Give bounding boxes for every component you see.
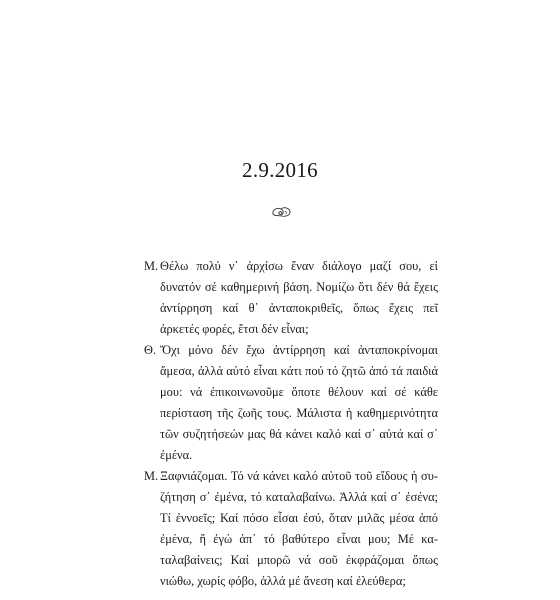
dialogue-entry [144, 256, 438, 340]
speech-text: Θέλω πολύ ν᾽ ἀρχίσω ἕναν διάλογο μαζί σου, εἰ δυνατόν σέ καθημερινή βάση. Νομίζω ὅτι δέν θά ἔχεις ἀντίρρηση καί θ᾽ ἀνταποκριθεῖς, ὅπως ἔχεις πεῖ ἀρκετές φορές, ἔτσι δέν εἶναι; [160, 259, 438, 336]
dialogue-entry [144, 340, 438, 466]
speech-text: Ξαφνιάζομαι. Τό νά κάνει καλό αὐτοῦ τοῦ εἴδους ἡ συζήτηση σ᾽ ἐμένα, τό καταλαβαίνω. Ἀλλά καί σ᾽ ἐσένα; Τί ἐννοεῖς; Καί πόσο εἶσαι ἐσύ, ὅταν μιλᾶς μέσα ἀπό ἐμένα, ἤ ἐγώ ἀπ᾽ τό βαθύτερο εἶναι μου; Μέ καταλαβαίνεις; Καί μπορῶ νά σοῦ ἐκφράζομαι ὅπως νιώθω, χωρίς φόβο, ἀλλά μέ ἄνεση καί ἐλεύθερα; [160, 469, 438, 588]
fleuron-ornament-icon [270, 205, 292, 219]
speaker-label: Θ. [144, 343, 157, 357]
dialogue-body [144, 256, 438, 592]
dialogue-entry [144, 466, 438, 592]
chapter-date-heading: 2.9.2016 [242, 158, 318, 182]
speech-text: Ὄχι μόνο δέν ἔχω ἀντίρρηση καί ἀνταποκρίνομαι ἄμεσα, ἀλλά αὐτό εἶναι κάτι πού τό ζητῶ ἀπό τά παιδιά μου: νά ἐπικοινωνοῦμε ὅποτε θέλουν καί σέ κάθε περίσταση τῆς ζωῆς τους. Μάλιστα ἡ καθημερινότητα τῶν συζητήσεών μας θά κάνει καλό καί σ᾽ αὐτά καί σ᾽ ἐμένα. [160, 343, 438, 462]
speaker-label: Μ. [144, 259, 159, 273]
speaker-label: Μ. [144, 469, 159, 483]
